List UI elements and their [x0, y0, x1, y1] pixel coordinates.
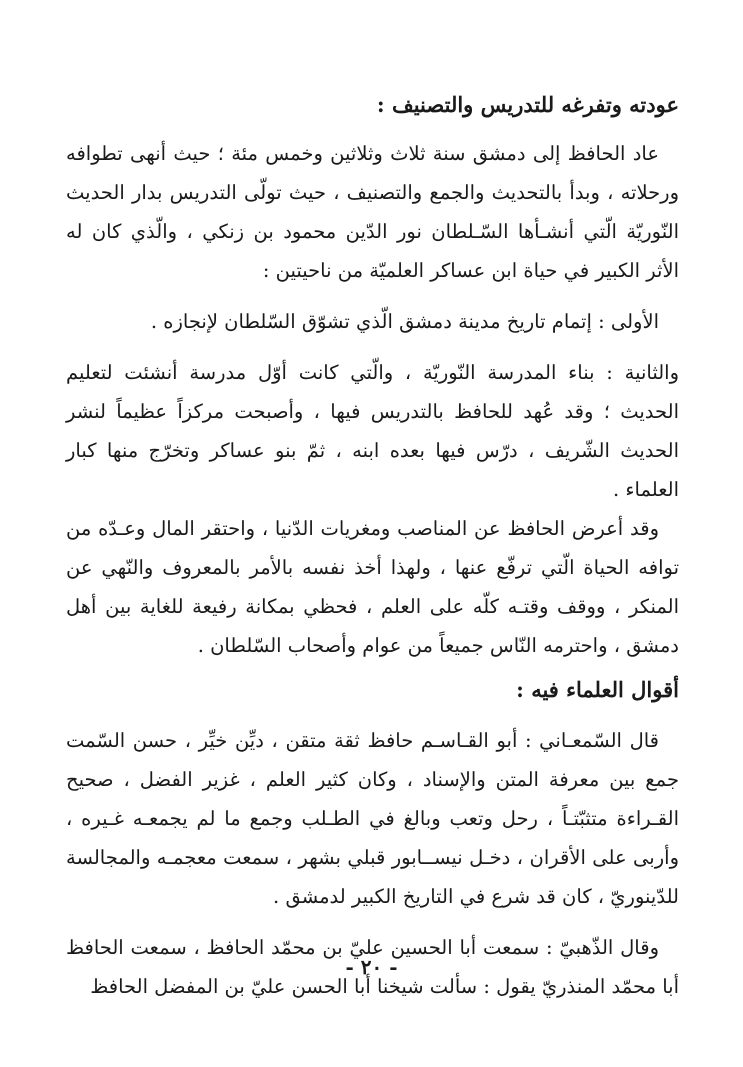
paragraph-asceticism: وقد أعرض الحافظ عن المناصب ومغريات الدّنيا ، واحتقر المال وعـدّه من توافه الحياة الّتي ترفّع عنها ، ولهذا أخذ نفسه بالأمر بالمعروف والنّهي عن المنكر ، ووقف وقتـه كلّه على العلم ، فحظي بمكانة رفيعة للغاية بين أهل دمشق ، واحترمه النّاس جميعاً من عوام وأصحاب السّلطان .	[66, 517, 679, 657]
page-number: - ٢٠ -	[345, 955, 398, 979]
page-body	[66, 84, 679, 1006]
paragraph-first-aspect: الأولى : إتمام تاريخ مدينة دمشق الّذي تشوّق السّلطان لإنجازه .	[150, 310, 659, 333]
section-heading-return: عودته وتفرغه للتدريس والتصنيف :	[376, 92, 679, 117]
section-heading-scholars-sayings: أقوال العلماء فيه :	[516, 677, 679, 702]
paragraph-second-aspect: والثانية : بناء المدرسة النّوريّة ، والّتي كانت أوّل مدرسة أنشئت لتعليم الحديث ؛ وقد عُهد للحافظ بالتدريس فيها ، وأصبحت مركزاً عظيماً لنشر الحديث الشّريف ، درّس فيها بعده ابنه ، ثمّ بنو عساكر وتخرّج منها كبار العلماء .	[66, 361, 679, 501]
paragraph-return-to-damascus: عاد الحافظ إلى دمشق سنة ثلاث وثلاثين وخمس مئة ؛ حيث أنهى تطوافه ورحلاته ، وبدأ بالتحديث والجمع والتصنيف ، حيث تولّى التدريس بدار الحديث النّوريّة الّتي أنشـأها السّـلطان نور الدّين محمود بن زنكي ، والّذي كان له الأثر الكبير في حياة ابن عساكر العلميّة من ناحيتين :	[66, 142, 679, 282]
paragraph-dhahabi-quote: وقال الذّهبيّ : سمعت أبا الحسين عليّ بن محمّد الحافظ ، سمعت الحافظ أبا محمّد المنذريّ يقول : سألت شيخنا أبا الحسن عليّ بن المفضل الحافظ	[66, 936, 679, 998]
paragraph-samani-quote: قال السّمعـاني : أبو القـاسـم حافظ ثقة متقن ، ديِّن خيِّر ، حسن السّمت جمع بين معرفة المتن والإسناد ، وكان كثير العلم ، غزير الفضل ، صحيح القـراءة متثبّتـاً ، رحل وتعب وبالغ في الطـلب وجمع ما لم يجمعـه غـيره ، وأربى على الأقران ، دخـل نيســابور قبلي بشهر ، سمعت معجمـه والمجالسة للدّينوريّ ، كان قد شرع في التاريخ الكبير لدمشق .	[66, 729, 679, 908]
